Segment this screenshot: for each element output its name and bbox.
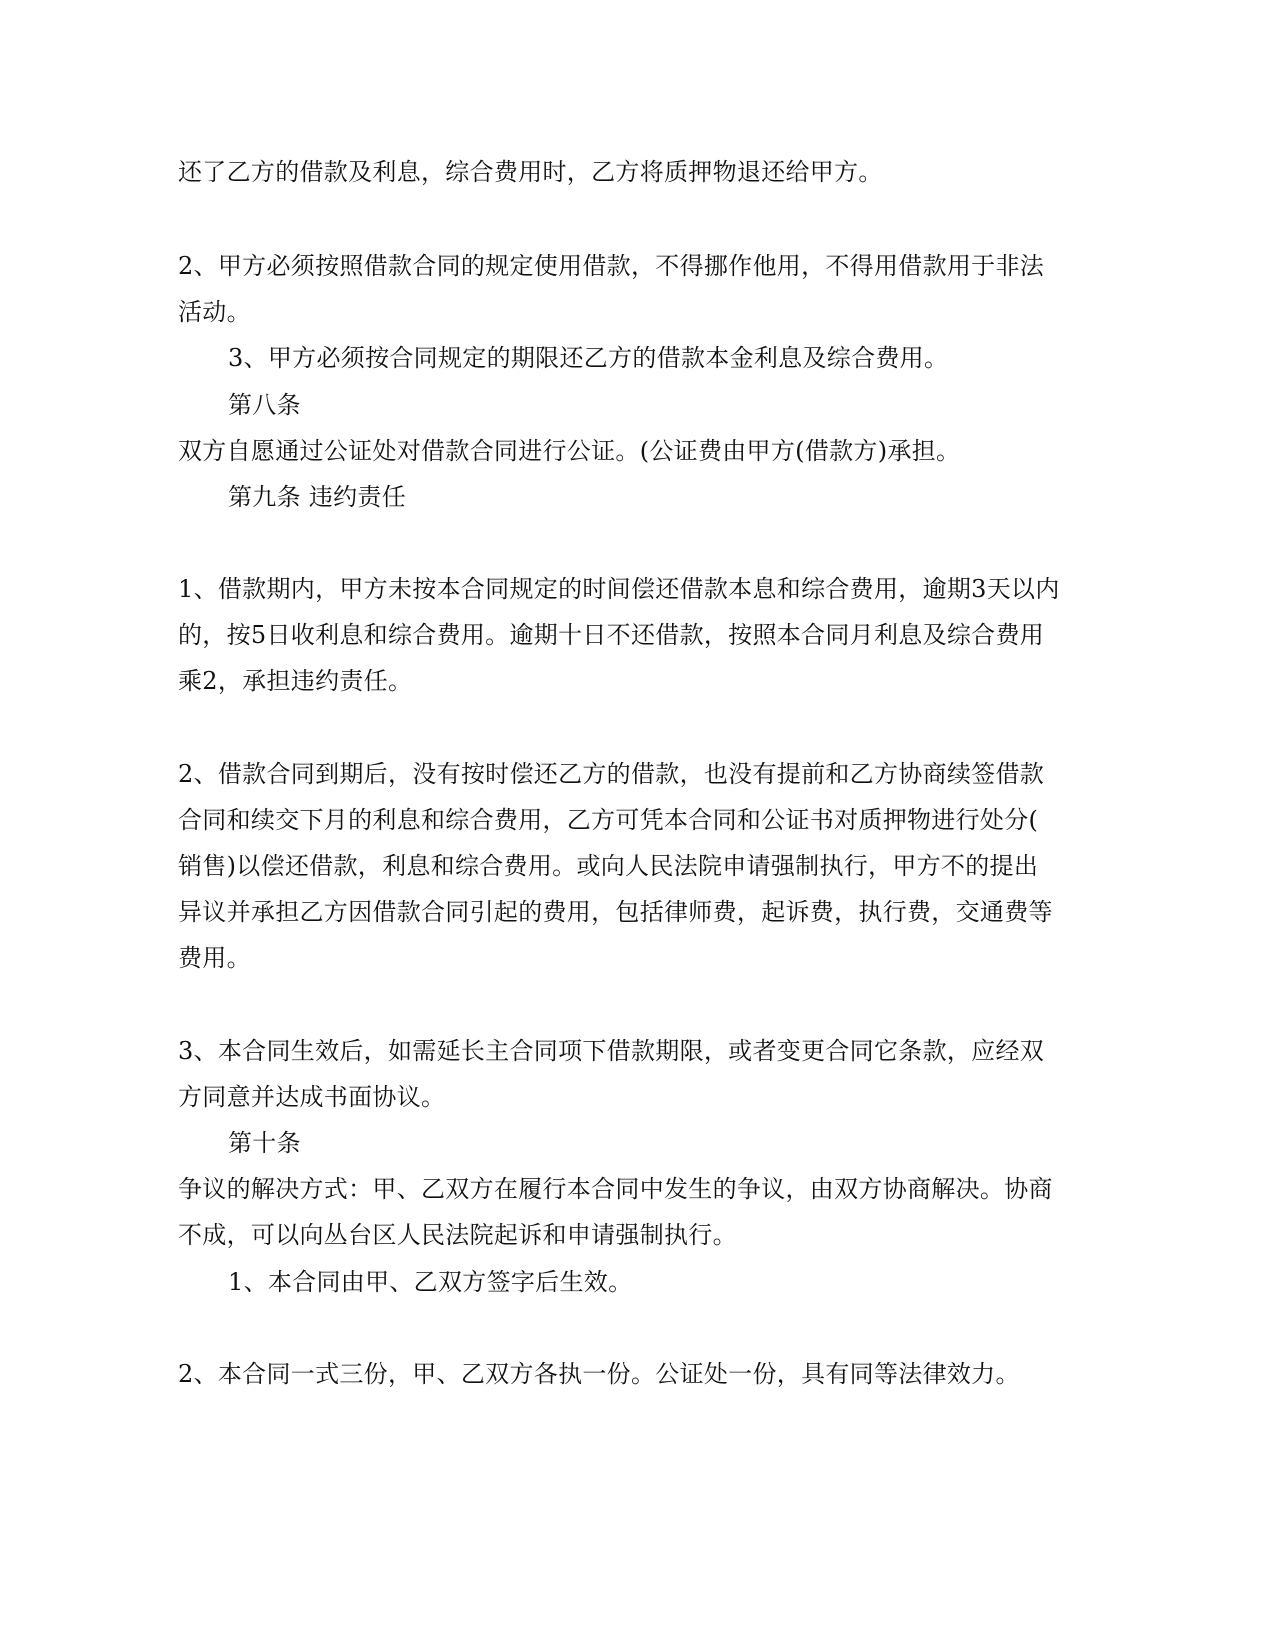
- paragraph-line: 双方自愿通过公证处对借款合同进行公证。(公证费由甲方(借款方)承担。: [178, 437, 961, 465]
- article-heading: 第九条 违约责任: [228, 483, 407, 511]
- paragraph-line: 活动。: [178, 298, 251, 326]
- paragraph-line: 销售)以偿还借款，利息和综合费用。或向人民法院申请强制执行，甲方不的提出: [178, 852, 1039, 880]
- article-heading: 第八条: [228, 391, 301, 419]
- paragraph-line: 乘2，承担违约责任。: [178, 667, 413, 695]
- paragraph-line: 2、本合同一式三份，甲、乙双方各执一份。公证处一份，具有同等法律效力。: [178, 1360, 1020, 1388]
- paragraph-line: 争议的解决方式：甲、乙双方在履行本合同中发生的争议，由双方协商解决。协商: [178, 1175, 1053, 1203]
- paragraph-line: 1、借款期内，甲方未按本合同规定的时间偿还借款本息和综合费用，逾期3天以内: [178, 575, 1060, 603]
- paragraph-line: 3、甲方必须按合同规定的期限还乙方的借款本金利息及综合费用。: [228, 344, 949, 372]
- paragraph-line: 的，按5日收利息和综合费用。逾期十日不还借款，按照本合同月利息及综合费用: [178, 621, 1045, 649]
- paragraph-line: 费用。: [178, 944, 251, 972]
- paragraph-line: 方同意并达成书面协议。: [178, 1083, 446, 1111]
- paragraph-line: 1、本合同由甲、乙双方签字后生效。: [228, 1268, 633, 1296]
- paragraph-line: 3、本合同生效后，如需延长主合同项下借款期限，或者变更合同它条款，应经双: [178, 1037, 1045, 1065]
- paragraph-line: 不成，可以向丛台区人民法院起诉和申请强制执行。: [178, 1221, 737, 1249]
- paragraph-line: 2、甲方必须按照借款合同的规定使用借款，不得挪作他用，不得用借款用于非法: [178, 252, 1045, 280]
- article-heading: 第十条: [228, 1129, 301, 1157]
- paragraph-line: 还了乙方的借款及利息，综合费用时，乙方将质押物退还给甲方。: [178, 158, 883, 186]
- paragraph-line: 2、借款合同到期后，没有按时偿还乙方的借款，也没有提前和乙方协商续签借款: [178, 760, 1045, 788]
- paragraph-line: 合同和续交下月的利息和综合费用，乙方可凭本合同和公证书对质押物进行处分(: [178, 806, 1039, 834]
- paragraph-line: 异议并承担乙方因借款合同引起的费用，包括律师费，起诉费，执行费，交通费等: [178, 898, 1053, 926]
